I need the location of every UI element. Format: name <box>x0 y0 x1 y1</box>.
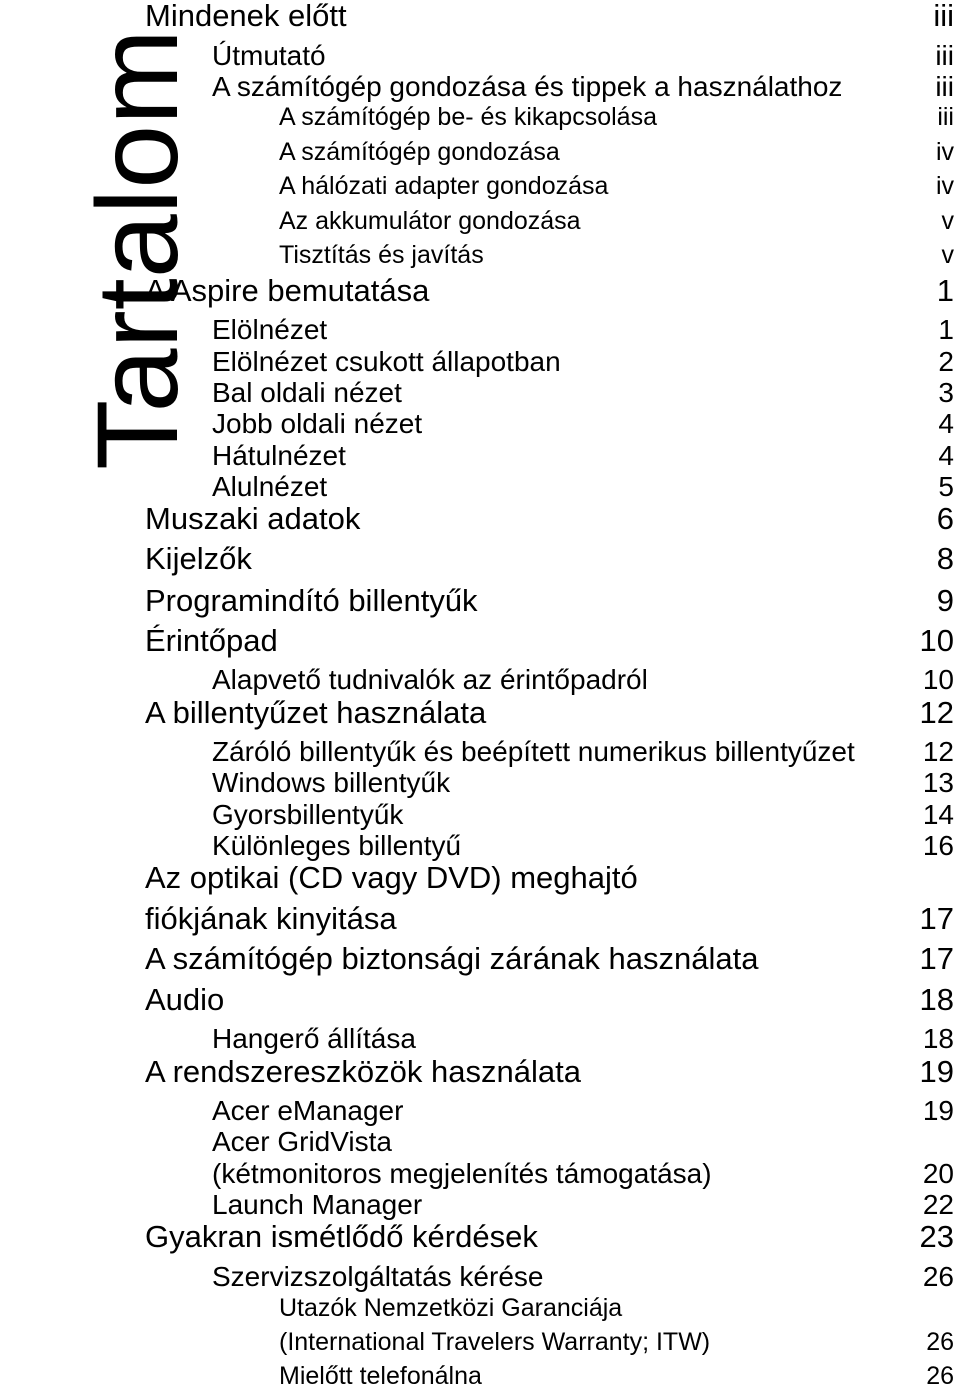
toc-entry-level-2[interactable] <box>212 377 954 409</box>
toc-entry-page: 17 <box>919 941 954 976</box>
toc-entry-title: A billentyűzet használata <box>145 695 487 730</box>
toc-entry-level-2[interactable] <box>212 767 954 799</box>
toc-entry-title: A rendszereszközök használata <box>145 1054 581 1089</box>
toc-entry-page: iii <box>937 103 954 131</box>
toc-entry-title: Mindenek előtt <box>145 0 347 33</box>
toc-entry-title: Acer eManager <box>212 1095 404 1126</box>
toc-entry-page: v <box>941 241 954 269</box>
toc-entry-page: 12 <box>919 695 954 730</box>
toc-entry-title: Alapvető tudnivalók az érintőpadról <box>212 664 648 695</box>
toc-entry-title: Az optikai (CD vagy DVD) meghajtó <box>145 860 638 895</box>
toc-entry-level-1[interactable] <box>145 1054 954 1090</box>
toc-entry-title: Bal oldali nézet <box>212 377 402 408</box>
toc-entry-level-3[interactable] <box>279 137 954 167</box>
toc-entry-title: (kétmonitoros megjelenítés támogatása) <box>212 1158 712 1189</box>
toc-entry-level-2[interactable] <box>212 471 954 503</box>
toc-entry-page: 5 <box>938 471 954 502</box>
toc-entry-title: Gyorsbillentyűk <box>212 799 404 830</box>
toc-entry-level-2[interactable] <box>212 1189 954 1221</box>
toc-entry-page: 26 <box>926 1328 954 1356</box>
toc-entry-page: 9 <box>936 583 954 618</box>
toc-entry-title: Jobb oldali nézet <box>212 408 423 439</box>
toc-entry-level-2[interactable] <box>212 71 954 103</box>
toc-entry-page: 22 <box>922 1189 954 1220</box>
toc-entry-page: 12 <box>922 736 954 767</box>
toc-entry-page: 10 <box>922 664 954 695</box>
toc-entry-level-1[interactable] <box>145 501 954 537</box>
toc-entry-title: Elölnézet csukott állapotban <box>212 346 561 377</box>
toc-entry-level-3[interactable] <box>279 240 954 270</box>
toc-entry-level-3[interactable] <box>279 1327 954 1357</box>
toc-entry-page: 17 <box>919 901 954 936</box>
toc-entry-level-1[interactable] <box>145 541 954 577</box>
toc-entry-level-2[interactable] <box>212 1158 954 1190</box>
toc-entry-title: A számítógép biztonsági zárának használata <box>145 941 759 976</box>
toc-entry-level-1[interactable] <box>145 583 954 619</box>
toc-entry-title: (International Travelers Warranty; ITW) <box>279 1328 711 1356</box>
toc-entry-page: 2 <box>938 346 954 377</box>
toc-entry-level-2[interactable] <box>212 736 954 768</box>
toc-entry-level-2[interactable] <box>212 664 954 696</box>
toc-entry-title: Muszaki adatok <box>145 501 361 536</box>
toc-entry-level-1[interactable] <box>145 623 954 659</box>
toc-entry-title: Tisztítás és javítás <box>279 241 484 269</box>
toc-entry-page: 18 <box>919 982 954 1017</box>
toc-entry-title: A Aspire bemutatása <box>145 273 430 308</box>
toc-entry-level-1[interactable] <box>145 901 954 937</box>
toc-entry-level-1[interactable] <box>145 860 954 896</box>
toc-entry-title: Gyakran ismétlődő kérdések <box>145 1219 538 1254</box>
toc-entry-title: Szervizszolgáltatás kérése <box>212 1261 544 1292</box>
toc-entry-title: Launch Manager <box>212 1189 423 1220</box>
toc-entry-level-2[interactable] <box>212 799 954 831</box>
toc-entry-page: 19 <box>919 1054 954 1089</box>
toc-entry-level-2[interactable] <box>212 40 954 72</box>
toc-entry-page: 6 <box>936 501 954 536</box>
toc-entry-title: Elölnézet <box>212 314 328 345</box>
toc-entry-page: iii <box>935 40 954 71</box>
toc-entry-page: 13 <box>922 767 954 798</box>
toc-entry-page: 20 <box>922 1158 954 1189</box>
toc-entry-level-2[interactable] <box>212 1023 954 1055</box>
toc-entry-level-1[interactable] <box>145 0 954 34</box>
toc-entry-level-2[interactable] <box>212 1095 954 1127</box>
toc-entry-title: Záróló billentyűk és beépített numerikus billentyűzet <box>212 736 855 767</box>
toc-entry-level-1[interactable] <box>145 982 954 1018</box>
toc-entry-level-3[interactable] <box>279 1361 954 1391</box>
toc-entry-page: 3 <box>938 377 954 408</box>
toc-entry-title: A számítógép gondozása <box>279 138 560 166</box>
toc-entry-title: Különleges billentyű <box>212 830 462 861</box>
toc-entry-title: A számítógép gondozása és tippek a használathoz <box>212 71 843 102</box>
toc-entry-title: A számítógép be- és kikapcsolása <box>279 103 657 131</box>
toc-entry-title: Utazók Nemzetközi Garanciája <box>279 1294 623 1322</box>
toc-entry-page: 1 <box>936 273 954 308</box>
toc-entry-page: 18 <box>922 1023 954 1054</box>
toc-entry-page: 4 <box>938 440 954 471</box>
toc-entry-page: 23 <box>919 1219 954 1254</box>
toc-entry-title: Windows billentyűk <box>212 767 451 798</box>
toc-entry-page: iv <box>935 138 954 166</box>
toc-entry-title: Acer GridVista <box>212 1126 392 1157</box>
toc-entry-page: v <box>941 207 954 235</box>
toc-entry-level-2[interactable] <box>212 440 954 472</box>
toc-entry-page: 14 <box>922 799 954 830</box>
toc-entry-level-3[interactable] <box>279 171 954 201</box>
toc-entry-level-1[interactable] <box>145 273 954 309</box>
toc-entry-level-2[interactable] <box>212 1126 954 1158</box>
toc-entry-level-2[interactable] <box>212 408 954 440</box>
toc-entry-title: Útmutató <box>212 40 326 71</box>
toc-entry-title: Mielőtt telefonálna <box>279 1362 482 1390</box>
toc-entry-level-3[interactable] <box>279 206 954 236</box>
toc-entry-page: 26 <box>926 1362 954 1390</box>
toc-entry-page: 26 <box>922 1261 954 1292</box>
toc-entry-page: 16 <box>922 830 954 861</box>
toc-entry-title: fiókjának kinyitása <box>145 901 397 936</box>
toc-entry-page: 19 <box>922 1095 954 1126</box>
toc-entry-page: iii <box>935 71 954 102</box>
toc-entry-level-2[interactable] <box>212 346 954 378</box>
toc-entry-level-1[interactable] <box>145 695 954 731</box>
toc-entry-level-1[interactable] <box>145 941 954 977</box>
toc-entry-page: 10 <box>919 623 954 658</box>
toc-entry-page: iv <box>935 172 954 200</box>
toc-entry-title: Kijelzők <box>145 541 252 576</box>
toc-entry-level-1[interactable] <box>145 1219 954 1255</box>
toc-entry-page: 8 <box>936 541 954 576</box>
toc-entry-title: Az akkumulátor gondozása <box>279 207 581 235</box>
toc-entry-title: Programindító billentyűk <box>145 583 478 618</box>
toc-entry-page: iii <box>933 0 954 33</box>
toc-entry-title: Hátulnézet <box>212 440 346 471</box>
toc-entry-level-2[interactable] <box>212 830 954 862</box>
toc-entry-level-3[interactable] <box>279 102 954 132</box>
toc-entry-title: Érintőpad <box>145 623 278 658</box>
toc-entry-title: A hálózati adapter gondozása <box>279 172 609 200</box>
toc-entry-title: Audio <box>145 982 225 1017</box>
toc-entry-level-2[interactable] <box>212 1261 954 1293</box>
toc-entry-level-2[interactable] <box>212 314 954 346</box>
page-title-text: Tartalom <box>74 29 202 470</box>
toc-entry-page: 4 <box>938 408 954 439</box>
toc-entry-title: Alulnézet <box>212 471 328 502</box>
toc-entry-page: 1 <box>938 314 954 345</box>
toc-entry-level-3[interactable] <box>279 1293 954 1323</box>
toc-entry-title: Hangerő állítása <box>212 1023 416 1054</box>
